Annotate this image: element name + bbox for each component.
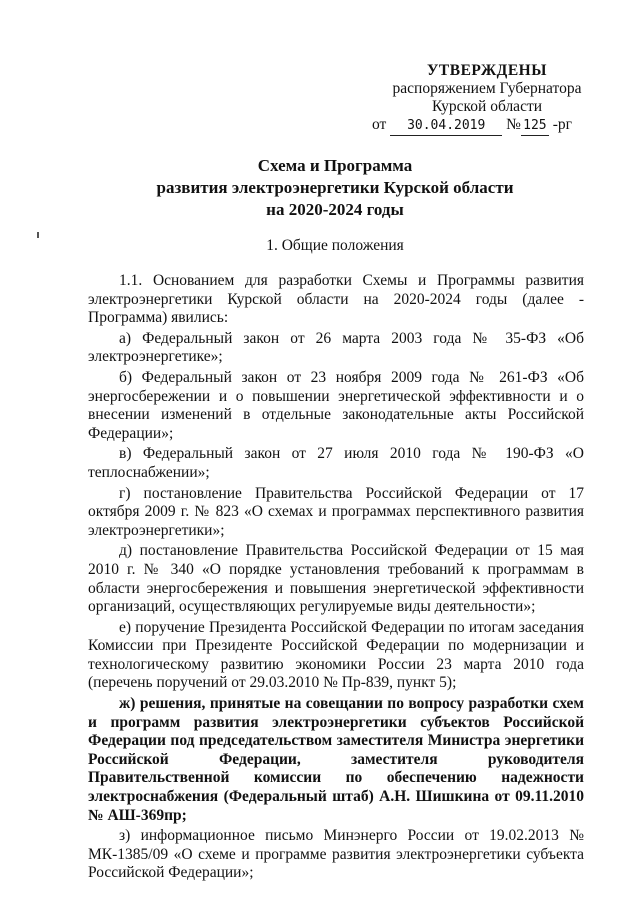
document-title-line-3: на 2020-2024 годы	[266, 200, 404, 219]
paragraph-v: в) Федеральный закон от 27 июля 2010 года № 190-ФЗ «О теплоснабжении»;	[88, 445, 584, 481]
paragraph-e: е) поручение Президента Российской Федерации по итогам заседания Комиссии при Президенте Российской Федерации по модернизации и технологическому развитию экономики России 23 марта 2010 года (перечень поручений от 29.03.2010 № Пр-839, пункт 5);	[88, 618, 584, 692]
order-date: 30.04.2019	[390, 117, 502, 136]
section-heading: 1. Общие положения	[266, 237, 404, 254]
approval-title: УТВЕРЖДЕНЫ	[427, 62, 547, 79]
paragraph-a: а) Федеральный закон от 26 марта 2003 года № 35-ФЗ «Об электроэнергетике»;	[88, 329, 584, 366]
order-suffix: -рг	[552, 116, 573, 133]
paragraph-b: б) Федеральный закон от 23 ноября 2009 года № 261-ФЗ «Об энергосбережении и о повышении энергетической эффективности и о внесении изменений в отдельные законодательные акты Российской Федерации»;	[88, 368, 584, 442]
paragraph-1-1: 1.1. Основанием для разработки Схемы и Программы развития электроэнергетики Курской области на 2020-2024 годы (далее - Программа) явились:	[88, 272, 584, 327]
order-number: 125	[521, 117, 549, 136]
margin-mark	[37, 232, 39, 238]
paragraph-z: з) информационное письмо Минэнерго России от 19.02.2013 № МК-1385/09 «О схеме и программе развития электроэнергетики субъекта Российской Федерации»;	[88, 827, 584, 882]
paragraph-zh: ж) решения, принятые на совещании по вопросу разработки схем и программ развития электроэнергетики субъектов Российской Федерации под председательством заместителя Министра энергетики Российской Федерации, заместителя руководителя Правительственной комиссии по обеспечению надежности электроснабжения (Федеральный штаб) А.Н. Шишкина от 09.11.2010 № АШ-369пр;	[88, 695, 584, 824]
document-title-line-1: Схема и Программа	[257, 156, 413, 175]
document-title-line-2: развития электроэнергетики Курской области	[156, 178, 514, 197]
paragraph-g: г) постановление Правительства Российской Федерации от 17 октября 2009 г. № 823 «О схемах и программах перспективного развития электроэнергетики»;	[88, 484, 584, 539]
paragraph-d: д) постановление Правительства Российской Федерации от 15 мая 2010 г. № 340 «О порядке установления требований к программам в области энергосбережения и повышения энергетической эффективности организаций, осуществляющих регулируемые виды деятельности»;	[88, 542, 584, 616]
approval-line-region: Курской области	[431, 98, 543, 115]
approval-stamp	[372, 62, 602, 136]
approval-order-line	[372, 116, 602, 136]
order-number-label: №	[506, 116, 521, 133]
document-body	[88, 272, 584, 883]
approval-line-governor: распоряжением Губернатора	[392, 80, 582, 97]
order-from-label: от	[372, 116, 387, 133]
document-title	[100, 155, 570, 221]
